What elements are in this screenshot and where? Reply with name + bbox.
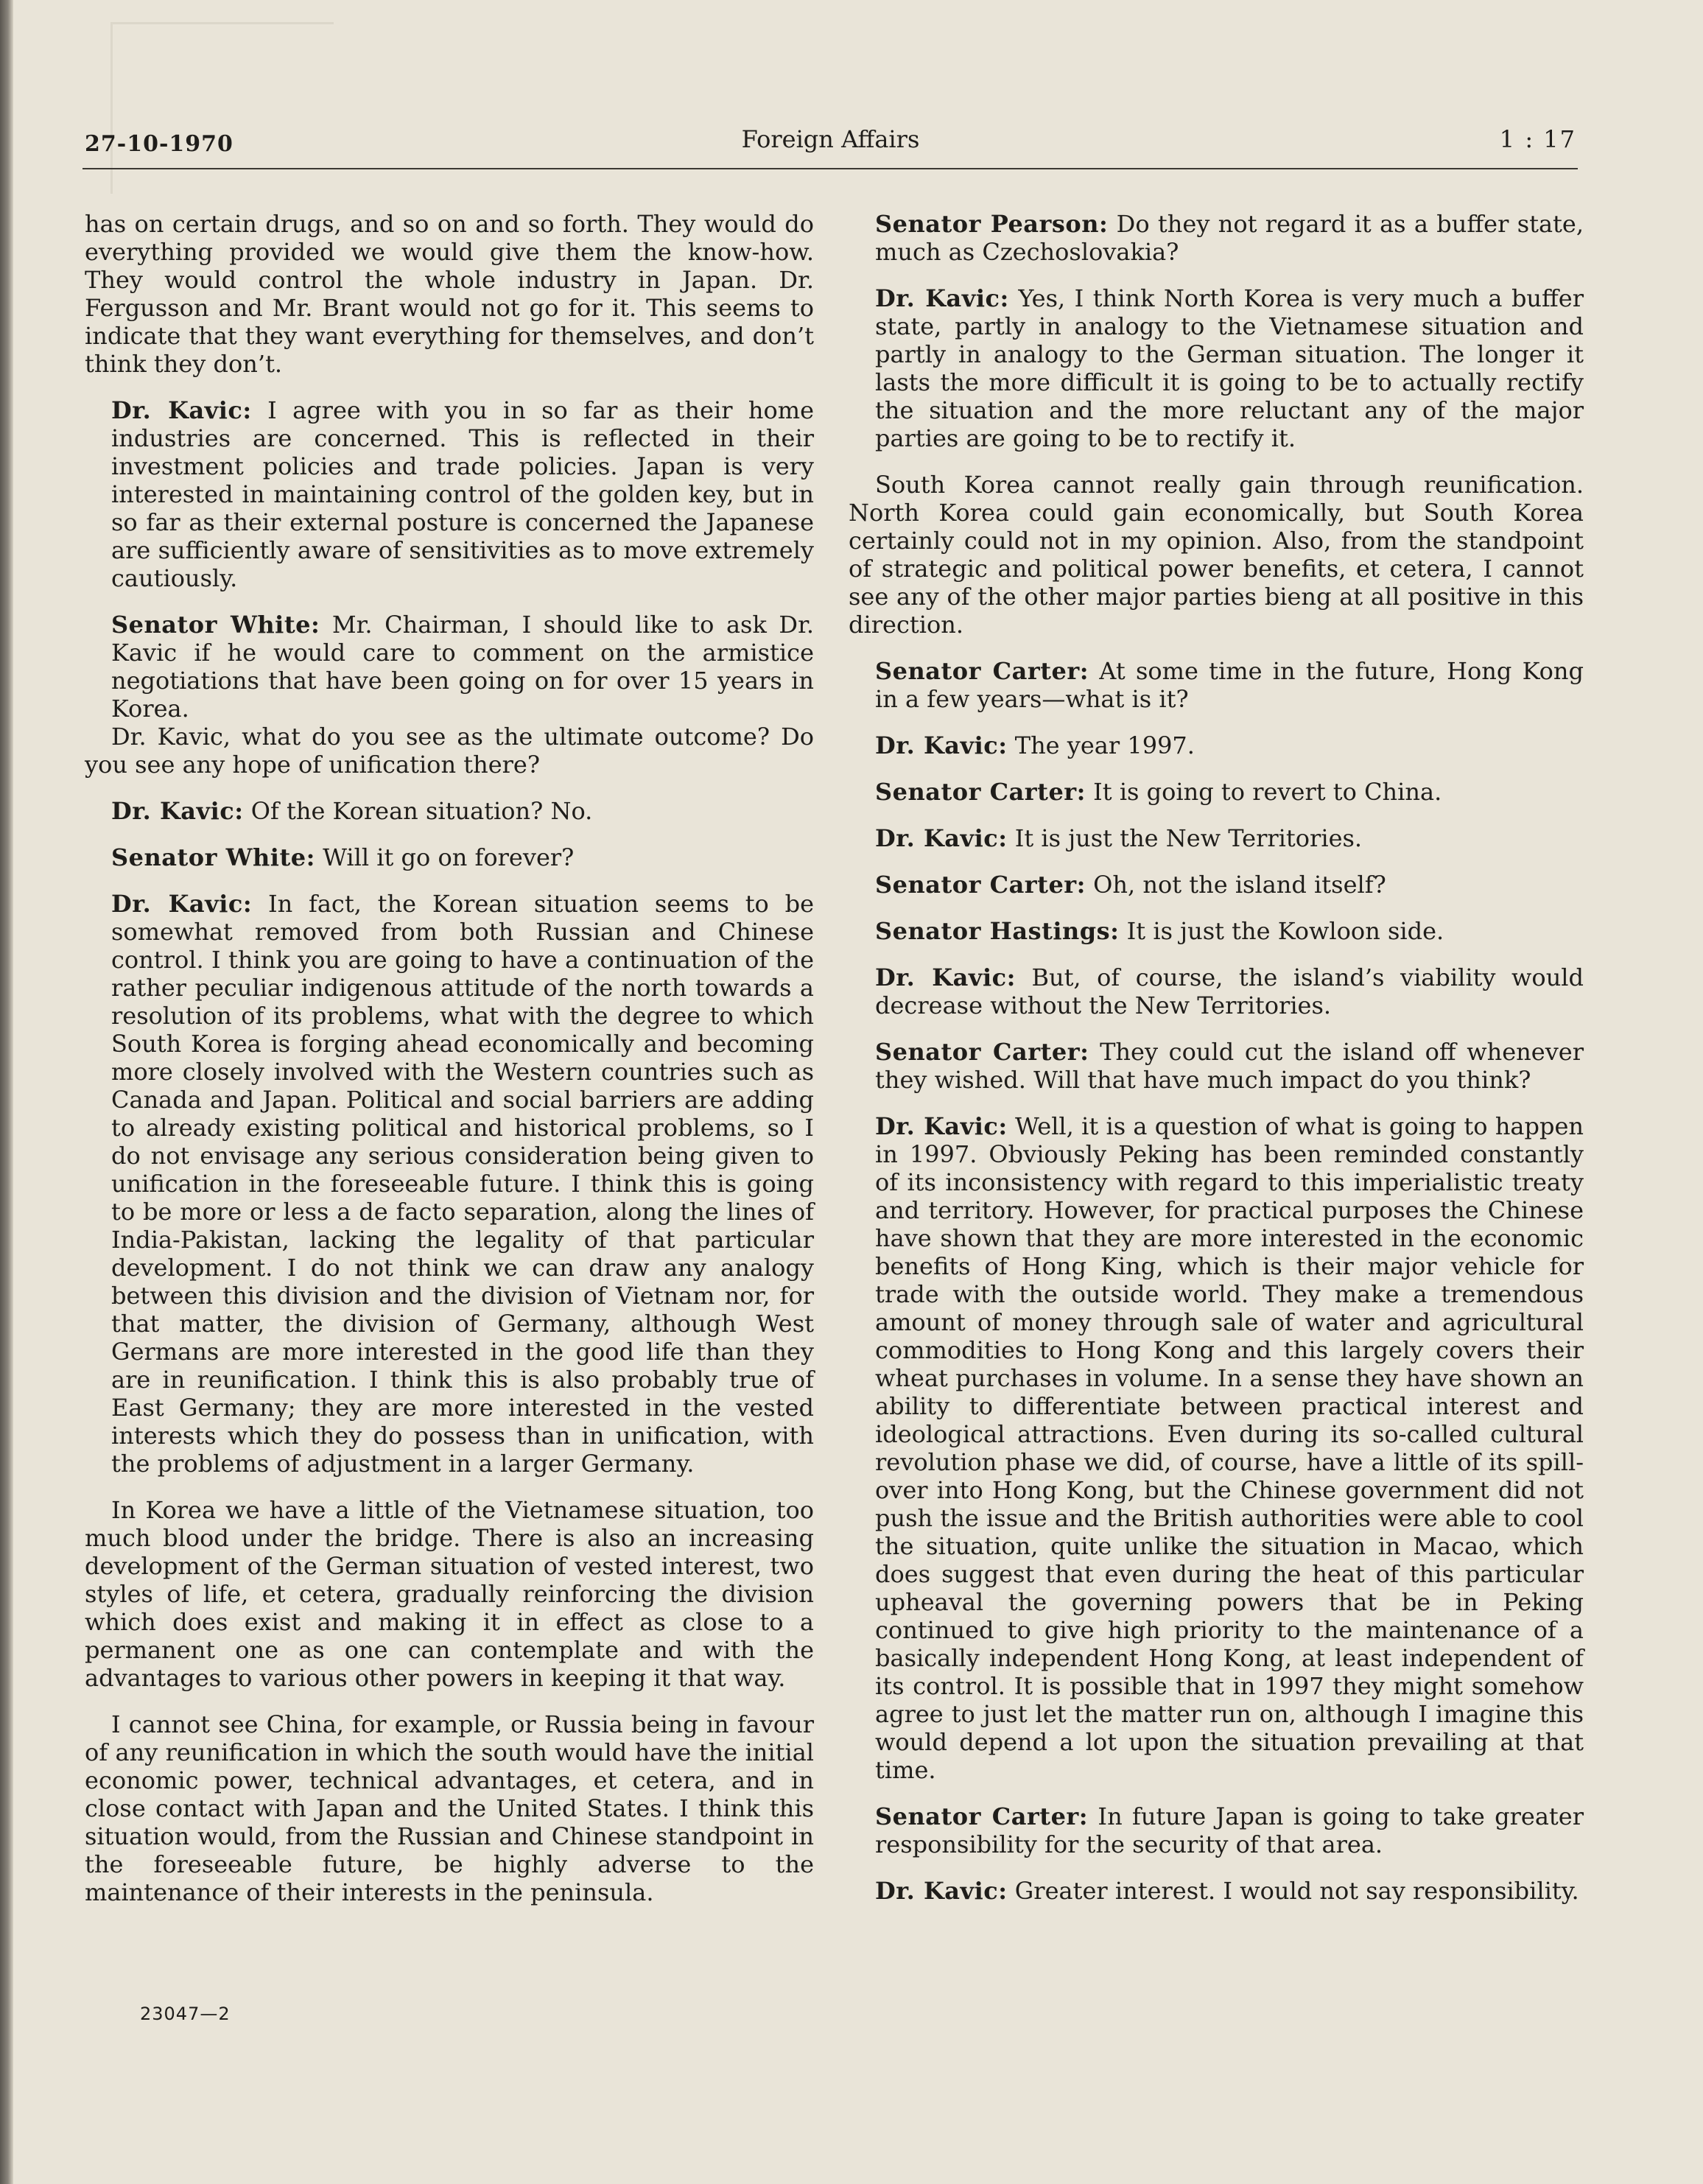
speech-text: I cannot see China, for example, or Russia being in favour of any reunification in which the south would have the initial economic power, technical advantages, et cetera, and in close contact with Japan and the United States. I think this situation would, from the Russian and Chinese standpoint in the foreseeable future, be highly adverse to the maintenance of their interests in the peninsula. (85, 1710, 814, 1906)
speaker-name: Dr. Kavic: (875, 284, 1009, 312)
speaker-name: Senator White: (111, 611, 320, 639)
header-title: Foreign Affairs (741, 125, 920, 153)
speaker-name: Dr. Kavic: (875, 1112, 1008, 1140)
transcript-paragraph (849, 1877, 1584, 1905)
transcript-paragraph (85, 890, 814, 1478)
transcript-paragraph (849, 284, 1584, 452)
speaker-name: Dr. Kavic: (875, 731, 1008, 759)
speech-text: Greater interest. I would not say responsibility. (1014, 1877, 1579, 1905)
header-rule (82, 168, 1578, 169)
speech-text: Oh, not the island itself? (1093, 871, 1386, 899)
footer-code: 23047—2 (140, 2004, 231, 2024)
speaker-name: Senator Carter: (875, 657, 1089, 685)
transcript-paragraph (849, 871, 1584, 899)
transcript-paragraph (849, 471, 1584, 639)
speech-text: Will it go on forever? (323, 843, 575, 871)
speaker-name: Senator Hastings: (875, 917, 1120, 945)
transcript-paragraph (85, 1710, 814, 1906)
transcript-paragraph (849, 778, 1584, 806)
speaker-name: Dr. Kavic: (111, 890, 253, 918)
speech-text: has on certain drugs, and so on and so forth. They would do everything provided we would give them the know-how. They would control the whole industry in Japan. Dr. Fergusson and Mr. Brant would not go for it. This seems to indicate that they want everything for themselves, and don’t think they don’t. (85, 210, 814, 378)
transcript-paragraph (849, 1802, 1584, 1858)
speech-text: It is just the Kowloon side. (1126, 917, 1444, 945)
speaker-name: Dr. Kavic: (875, 1877, 1008, 1905)
transcript-paragraph (85, 210, 814, 378)
speech-text: They could cut the island off whenever they wished. Will that have much impact do you think? (875, 1038, 1584, 1094)
header-page-number: 1 : 17 (1499, 125, 1576, 153)
transcript-paragraph (849, 657, 1584, 713)
transcript-paragraph (849, 824, 1584, 852)
speaker-name: Senator Carter: (875, 871, 1086, 899)
speech-text: In Korea we have a little of the Vietnamese situation, too much blood under the bridge. There is also an increasing development of the German situation of vested interest, two styles of life, et cetera, gradually reinforcing the division which does exist and making it in effect as close to a permanent one as one can contemplate and with the advantages to various other powers in keeping it that way. (85, 1496, 814, 1692)
speech-text: In fact, the Korean situation seems to be somewhat removed from both Russian and Chinese control. I think you are going to have a continuation of the rather peculiar indigenous attitude of the north towards a resolution of its problems, what with the degree to which South Korea is forging ahead economically and becoming more closely involved with the Western countries such as Canada and Japan. Political and social barriers are adding to already existing political and historical problems, so I do not envisage any serious consideration being given to unification in the foreseeable future. I think this is going to be more or less a de facto separation, along the lines of India-Pakistan, lacking the legality of that particular development. I do not think we can draw any analogy between this division and the division of Vietnam nor, for that matter, the division of Germany, although West Germans are more interested in the good life than they are in reunification. I think this is also probably true of East Germany; they are more interested in the vested interests which they do possess than in unification, with the problems of adjustment in a larger Germany. (111, 890, 815, 1478)
speech-text: Of the Korean situation? No. (250, 797, 593, 825)
speaker-name: Senator Carter: (875, 778, 1086, 806)
speaker-name: Dr. Kavic: (111, 797, 244, 825)
speaker-name: Senator Carter: (875, 1038, 1089, 1066)
transcript-paragraph (849, 963, 1584, 1019)
transcript-paragraph (85, 797, 814, 825)
left-column (85, 210, 814, 1925)
transcript-paragraph (849, 917, 1584, 945)
transcript-paragraph (85, 611, 814, 723)
speech-text: Mr. Chairman, I should like to ask Dr. Kavic if he would care to comment on the armistice negotiations that have been going on for over 15 years in Korea. (111, 611, 815, 723)
transcript-paragraph (849, 1112, 1584, 1784)
page-header (85, 125, 1576, 169)
speech-text: Dr. Kavic, what do you see as the ultimate outcome? Do you see any hope of unification there? (85, 723, 814, 779)
speaker-name: Dr. Kavic: (111, 396, 252, 424)
speech-text: It is just the New Territories. (1014, 824, 1363, 852)
speaker-name: Senator Carter: (875, 1802, 1089, 1830)
speech-text: It is going to revert to China. (1093, 778, 1442, 806)
transcript-paragraph (85, 843, 814, 871)
speech-text: I agree with you in so far as their home industries are concerned. This is reflected in their investment policies and trade policies. Japan is very interested in maintaining control of the golden key, but in so far as their external posture is concerned the Japanese are sufficiently aware of sensitivities as to move extremely cautiously. (111, 396, 815, 592)
binding-edge (0, 0, 13, 2184)
right-column (849, 210, 1584, 1923)
transcript-paragraph (849, 1038, 1584, 1094)
transcript-paragraph (85, 723, 814, 779)
header-date: 27-10-1970 (85, 131, 233, 157)
speech-text: In future Japan is going to take greater responsibility for the security of that area. (875, 1802, 1584, 1858)
speech-text: Well, it is a question of what is going to happen in 1997. Obviously Peking has been reminded constantly of its inconsistency with regard to this imperialistic treaty and territory. However, for practical purposes the Chinese have shown that they are more interested in the economic benefits of Hong King, which is their major vehicle for trade with the outside world. They make a tremendous amount of money through sale of water and agricultural commodities to Hong Kong and this largely covers their wheat purchases in volume. In a sense they have shown an ability to differentiate between practical interest and ideological attractions. Even during its so-called cultural revolution phase we did, of course, have a little of its spill-over into Hong Kong, but the Chinese government did not push the issue and the British authorities were able to cool the situation, quite unlike the situation in Macao, which does suggest that even during the heat of this particular upheaval the governing powers that be in Peking continued to give high priority to the maintenance of a basically independent Hong Kong, at least independent of its control. It is possible that in 1997 they might somehow agree to just let the matter run on, although I imagine this would depend a lot upon the situation prevailing at that time. (875, 1112, 1584, 1784)
transcript-paragraph (849, 210, 1584, 266)
speech-text: South Korea cannot really gain through reunification. North Korea could gain economically, but South Korea certainly could not in my opinion. Also, from the standpoint of strategic and political power benefits, et cetera, I cannot see any of the other major parties bieng at all positive in this direction. (849, 471, 1584, 639)
speaker-name: Dr. Kavic: (875, 824, 1008, 852)
transcript-paragraph (85, 396, 814, 592)
speech-text: Yes, I think North Korea is very much a buffer state, partly in analogy to the Vietnamese situation and partly in analogy to the German situation. The longer it lasts the more difficult it is going to be to actually rectify the situation and the more reluctant any of the major parties are going to be to rectify it. (875, 284, 1584, 452)
speaker-name: Senator White: (111, 843, 315, 871)
speaker-name: Senator Pearson: (875, 210, 1109, 238)
speech-text: The year 1997. (1014, 731, 1195, 759)
transcript-paragraph (849, 731, 1584, 759)
speech-text: But, of course, the island’s viability would decrease without the New Territories. (875, 963, 1584, 1019)
speaker-name: Dr. Kavic: (875, 963, 1016, 991)
speech-text: At some time in the future, Hong Kong in a few years—what is it? (875, 657, 1584, 713)
transcript-paragraph (85, 1496, 814, 1692)
speech-text: Do they not regard it as a buffer state, much as Czechoslovakia? (875, 210, 1584, 266)
